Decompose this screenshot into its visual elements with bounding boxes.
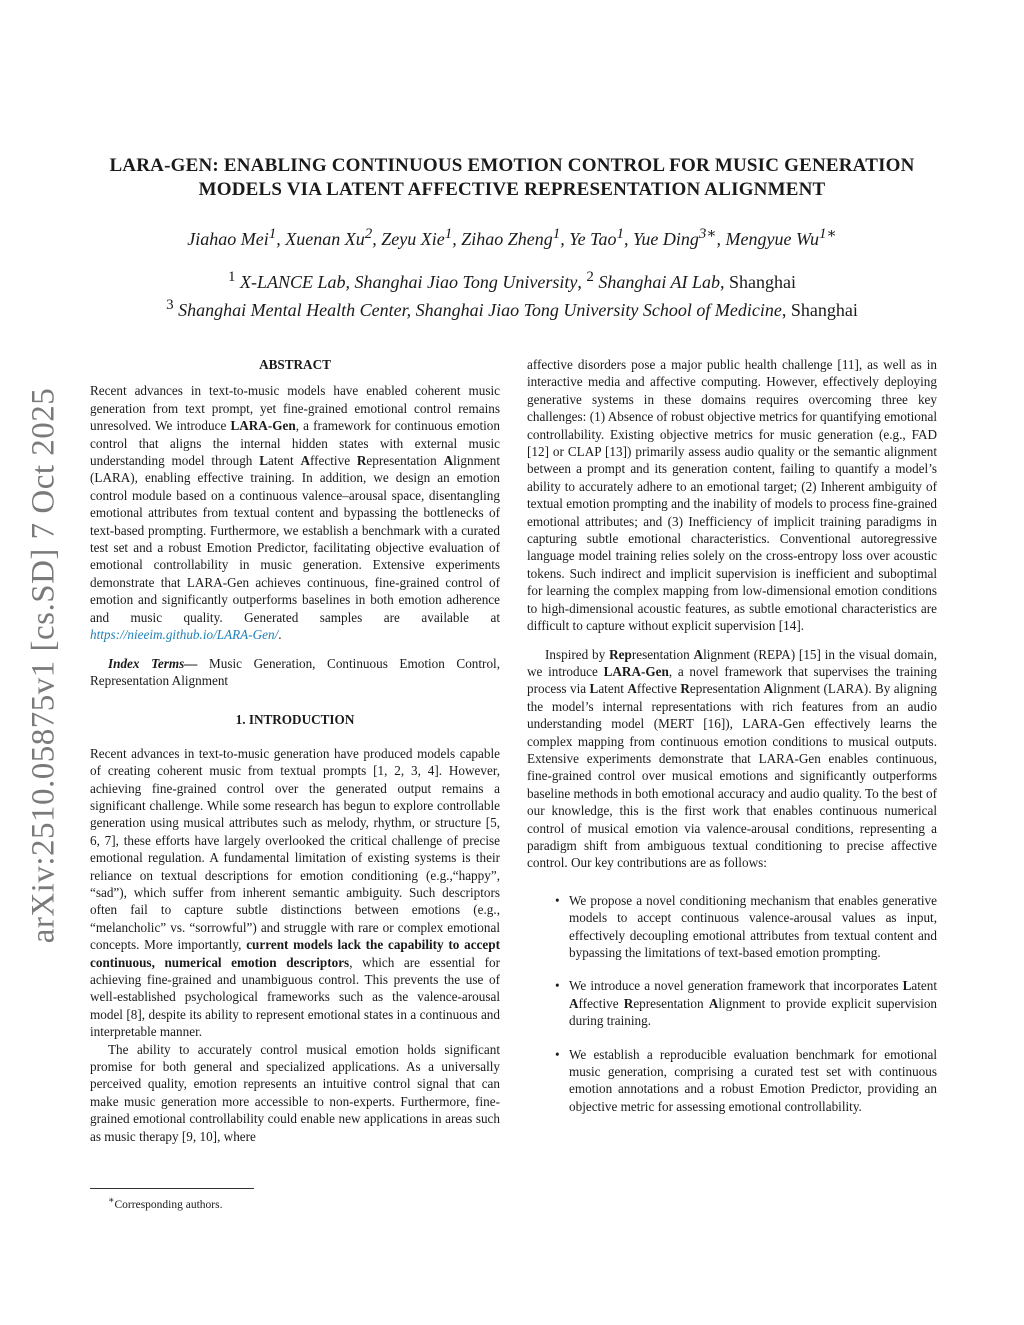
title-line-2: MODELS VIA LATENT AFFECTIVE REPRESENTATION ALIGNMENT (198, 179, 826, 200)
affiliation-line-1: $^1$ X-LANCE Lab, Shanghai Jiao Tong University, $^2$ Shanghai AI Lab, Shanghai (227, 269, 797, 292)
intro-paragraph-1: Recent advances in text-to-music generation have produced models capable of creating coherent music from textual prompts [1, 2, 3, 4]. However, achieving fine-grained control over the generated output remains a significant challenge. While some research has begun to explore controllable generation using musical attributes such as melody, rhythm, or structure [5, 6, 7], these efforts have largely overlooked the critical challenge of precise emotional regulation. A fundamental limitation of existing systems is their reliance on textual descriptions for emotion conditioning (e.g.,“happy”, “sad”), which suffer from inherent semantic ambiguity. Such descriptors often fail to capture subtle distinctions between emotions (e.g., “melancholic” vs. “sorrowful”) and struggle with rare or complex emotional concepts. More importantly, current models lack the capability to accept continuous, numerical emotion descriptors, which are essential for achieving fine-grained and unambiguous control. This prevents the use of well-established psychological frameworks such as the valence-arousal model [8], despite its ability to represent emotional states in a continuous and interpretable manner. (90, 745, 500, 1040)
arxiv-identifier: arXiv:2510.05875v1 [cs.SD] 7 Oct 2025 (25, 387, 62, 943)
author-affil-mark: 2 (364, 226, 373, 242)
contributions-list (527, 892, 937, 1115)
samples-link[interactable]: https://nieeim.github.io/LARA-Gen/ (90, 627, 279, 643)
author-affil-mark: 1 (268, 226, 277, 242)
affiliation-institution: Shanghai Mental Health Center, Shanghai Jiao Tong University School of Medicine (178, 300, 782, 320)
footnote-rule (90, 1188, 254, 1189)
right-column (527, 356, 937, 1131)
footnote (90, 1188, 500, 1213)
affiliation-line-2 (80, 294, 944, 322)
list-item: • We propose a novel conditioning mechanism that enables generative models to accept continuous valence-arousal values as input, effectively decoupling emotional attributes from textual content and bypassing the limitations of text-based emotion prompting. (555, 892, 937, 960)
author-name: Mengyue Wu (725, 229, 819, 249)
abstract-heading: ABSTRACT (259, 357, 331, 372)
title-line-1: LARA-GEN: ENABLING CONTINUOUS EMOTION CONTROL FOR MUSIC GENERATION (109, 155, 915, 176)
author-name: Zeyu Xie (381, 229, 445, 249)
bullet-icon: • (555, 978, 560, 994)
author-name: Jiahao Mei (187, 229, 269, 249)
arxiv-sidebar-stamp (14, 380, 74, 950)
affil-mark: 1 (227, 269, 236, 285)
footnote-mark: ∗ (108, 1195, 115, 1206)
index-terms: Index Terms— Music Generation, Continuous Emotion Control, Representation Alignment (90, 655, 500, 688)
affiliations (80, 266, 944, 322)
paper-title (80, 154, 944, 202)
author-list: Jiahao Mei$^1$, Xuenan Xu$^2$, Zeyu Xie$^1$, Zihao Zheng$^1$, Ye Tao$^1$, Yue Ding$^{3∗}$, Mengyue $Wu^{1∗}$ (187, 226, 837, 249)
abstract-text: Recent advances in text-to-music models have enabled coherent music generation from text prompt, yet fine-grained emotional control remains unresolved. We introduce LARA-Gen, a framework for continuous emotion control that aligns the internal hidden states with external music understanding model through Latent Affective Representation Alignment (LARA), enabling effective training. In addition, we design an emotion control module based on a continuous valence–arousal space, disentangling emotional attributes from textual content and bypassing the bottlenecks of text-based prompting. Furthermore, we establish a benchmark with a curated test set and a robust Emotion Predictor, facilitating objective evaluation of emotional controllability in music generation. Extensive experiments demonstrate that LARA-Gen achieves continuous, fine-grained control of emotion and significantly outperforms baselines in both emotion adherence and music quality. Generated samples are available at https://nieeim.github.io/LARA-Gen/. (90, 383, 500, 643)
affiliation-institution: X-LANCE Lab, Shanghai Jiao Tong University (239, 272, 578, 292)
bullet-icon: • (555, 892, 560, 908)
affil-mark: 3 (166, 297, 174, 313)
intro-paragraph-3: affective disorders pose a major public health challenge [11], as well as in interactive media and affective computing. However, effectively deploying generative systems in these domains requires overcoming three key challenges: (1) Absence of robust objective metrics for quantifying emotional controllability. Existing objective metrics for music generation (e.g., FAD [12] or CLAP [13]) primarily assess audio quality or the semantic alignment between a prompt and its generation content, failing to quantify a model’s ability to accurately adhere to an emotional target; (2) Inherent ambiguity of textual emotion prompting and the inability of models to process fine-grained emotional attributes; and (3) Inefficiency of implicit training paradigms in capturing subtle emotional characteristics. Conventional autoregressive language model training relies solely on the cross-entropy loss over acoustic tokens. Such indirect and implicit supervision is inefficient and suboptimal for learning the complex mapping from low-dimensional emotion conditions to high-dimensional acoustic features, as subtle emotional characteristics are difficult to capture without explicit supervision [14]. (527, 357, 937, 634)
affiliation-location: , Shanghai (720, 272, 797, 292)
intro-paragraph-4: Inspired by Representation Alignment (REPA) [15] in the visual domain, we introduce LARA-Gen, a novel framework that supervises the training process via Latent Affective Representation Alignment (LARA). By aligning the model’s internal representations with rich features from an audio understanding model (MERT [16]), LARA-Gen effectively learns the complex mapping from continuous emotion conditions to musical outputs. Extensive experiments demonstrate that LARA-Gen enables continuous, fine-grained control over musical emotions and significantly outperforms baseline methods in both emotional accuracy and audio quality. To the best of our knowledge, this is the first work that enables continuous numerical control of musical emotion via valence-arousal conditions, representing a paradigm shift from ambiguous textual conditioning to precise affective control. Our key contributions are as follows: (527, 646, 938, 871)
bullet-icon: • (555, 1046, 560, 1062)
author-affil-mark: 1 (552, 226, 561, 242)
author-name: Xuenan Xu (285, 229, 365, 249)
section-heading-introduction: 1. INTRODUCTION (235, 712, 355, 728)
author-name: Zihao Zheng (461, 229, 553, 249)
footnote-text: Corresponding authors. (114, 1198, 223, 1211)
affil-mark: 2 (586, 269, 594, 285)
author-affil-mark: 1 (444, 226, 453, 242)
affiliation-location: , Shanghai (781, 300, 858, 320)
intro-paragraph-2: The ability to accurately control musical emotion holds significant promise for both general and specialized applications. As a universally perceived quality, emotion represents an intuitive control signal that can make music generation more accessible to non-experts. Furthermore, fine-grained emotional controllability could enable new applications in areas such as music therapy [9, 10], where (90, 1041, 500, 1144)
list-item: • We establish a reproducible evaluation benchmark for emotional music generation, comprising a curated test set with continuous emotion annotations and a robust Emotion Predictor, providing an objective metric for assessing emotional controllability. (555, 1046, 937, 1114)
author-name: Yue Ding (632, 229, 699, 249)
author-affil-mark: 1 (616, 226, 624, 242)
author-name: Ye Tao (569, 229, 617, 249)
left-column (90, 356, 500, 1145)
affiliation-institution: Shanghai AI Lab (598, 272, 721, 292)
list-item: • We introduce a novel generation framework that incorporates Latent Affective Representation Alignment to provide explicit supervision during training. (555, 978, 938, 1029)
author-affil-mark: 1∗ (819, 226, 837, 242)
author-affil-mark: 3∗ (698, 226, 717, 242)
